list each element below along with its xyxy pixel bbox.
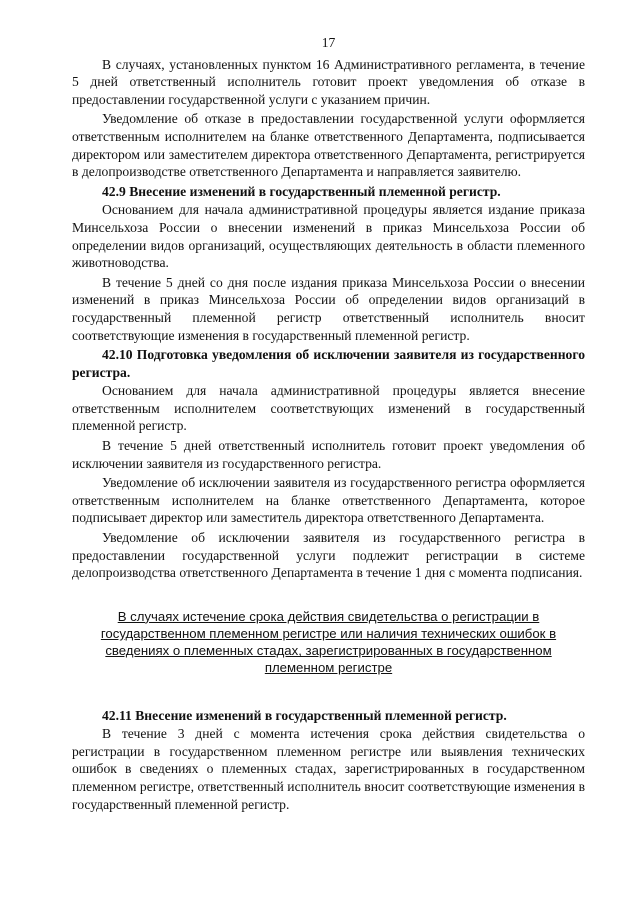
- paragraph-42-10-form: Уведомление об исключении заявителя из государственного регистра оформляется ответственным исполнителем на бланке ответственного Департамента, которое подписывает директор или заместитель директора ответственного Департамента.: [72, 475, 585, 526]
- paragraph-42-10-registration: Уведомление об исключении заявителя из государственного регистра в предоставлении государственной услуги подлежит регистрации в системе делопроизводства ответственного Департамента в течение 1 дня с момента подписания.: [72, 530, 585, 581]
- paragraph-42-9-basis: Основанием для начала административной процедуры является издание приказа Минсельхоза России о внесении изменений в приказ Минсельхоза России об определении видов организаций, осуществляющих деятельность в области племенного животноводства.: [72, 202, 585, 271]
- document-page: [72, 34, 585, 815]
- heading-42-9: 42.9 Внесение изменений в государственный племенной регистр.: [102, 183, 501, 199]
- paragraph-refusal-notice-preparation: В случаях, установленных пунктом 16 Административного регламента, в течение 5 дней ответственный исполнитель готовит проект уведомления об отказе в предоставлении государственной услуги с указанием причин.: [72, 56, 585, 107]
- heading-42-10: 42.10 Подготовка уведомления об исключении заявителя из государственного регистра.: [72, 347, 585, 380]
- paragraph-42-11-term: В течение 3 дней с момента истечения срока действия свидетельства о регистрации в государственном племенном регистре или выявления технических ошибок в сведениях о племенных стадах, зарегистрированных в государственном племенном регистре, ответственный исполнитель вносит соответствующие изменения в государственный племенной регистр.: [72, 726, 585, 812]
- paragraph-refusal-notice-registration: Уведомление об отказе в предоставлении государственной услуги оформляется ответственным исполнителем на бланке ответственного Департамента, подписывается директором или заместителем директора ответственного Департамента, регистрируется в делопроизводстве ответственного Департамента и направляется заявителю.: [72, 111, 585, 180]
- paragraph-42-10-term: В течение 5 дней ответственный исполнитель готовит проект уведомления об исключении заявителя из государственного регистра.: [72, 438, 585, 471]
- page-number: 17: [321, 35, 336, 50]
- paragraph-42-9-term: В течение 5 дней со дня после издания приказа Минсельхоза России о внесении изменений в приказ Минсельхоза России об определении видов организаций в государственный племенной регистр ответственный исполнитель вносит соответствующие изменения в государственный племенной регистр.: [72, 274, 585, 343]
- section-title: В случаях истечение срока действия свидетельства о регистрации в государственном племенном регистре или наличия технических ошибок в сведениях о племенных стадах, зарегистрированных в государственном племенном регистре: [100, 608, 557, 676]
- heading-42-11: 42.11 Внесение изменений в государственный племенной регистр.: [102, 707, 507, 723]
- paragraph-42-10-basis: Основанием для начала административной процедуры является внесение ответственным исполнителем соответствующих изменений в государственный племенной регистр.: [72, 383, 585, 434]
